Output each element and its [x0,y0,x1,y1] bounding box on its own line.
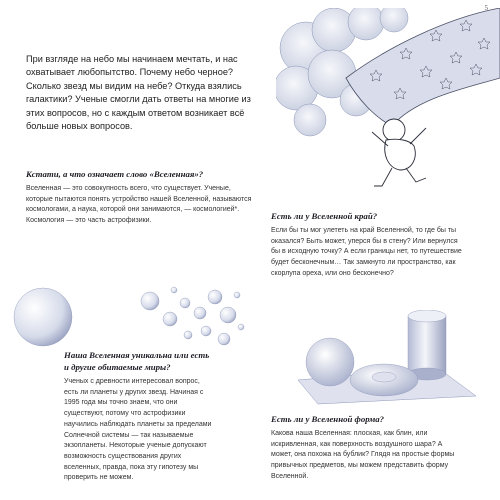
section-body: Вселенная — это совокупность всего, что существует. Ученые, которые пытаются понять устройство нашей Вселенной, называются космологами, а наука, которой они занимаются, — космологией*. Космология — это часть астрофизики. [26,185,252,225]
section-title: Есть ли у Вселенной форма? [271,414,385,424]
sphere-shape [306,338,354,386]
section-body: Если бы ты мог улететь на край Вселенной, то где бы ты оказался? Быть может, уперся бы в стену? Или вернулся бы в исходную точку? А если границы нет, то путешествие будет бесконечным… Так замкнуто ли пространство, как скорлупа ореха, или оно бесконечно? [271,227,462,277]
section-title: Есть ли у Вселенной край? [271,211,378,221]
intro-paragraph: При взгляде на небо мы начинаем мечтать, и нас охватывает любопытство. Почему небо черное? Сколько звезд мы видим на небе? Откуда взялись галактики? Ученые смогли дать ответы на многие из этих вопросов, но с каждым ответом возникает всё больше новых вопросов. [26,54,251,132]
section-title: Кстати, а что означает слово «Вселенная»? [26,169,204,179]
section-universe-shape [271,414,461,483]
section-body: Какова наша Вселенная: плоская, как блин, или искривленная, как поверхность воздушного шара? А может, она похожа на бублик? Глядя на простые формы привычных предметов, мы можем представить форму Вселенной. [271,430,455,480]
section-title: Наша Вселенная уникальна или есть и другие обитаемые миры? [64,350,210,372]
section-universe-edge [271,211,463,280]
sphere-group [14,287,244,346]
section-universe-definition [26,169,256,227]
section-other-worlds [64,350,214,484]
section-body: Ученых с древности интересовал вопрос, есть ли планеты у других звезд. Начиная с 1995 года мы точно знаем, что они существуют, потому что астрофизики научились наблюдать планеты за пределами Солнечной системы — так называемые экзопланеты. Некоторые ученые допускают возможность существования других вселенных, правда, пока эту гипотезу мы проверить не можем. [64,378,212,482]
torus-shape [350,364,418,396]
astronaut-figure [372,119,426,186]
spheres-illustration [10,285,250,360]
astronaut-illustration [276,8,500,196]
shapes-illustration [288,310,478,405]
cylinder-shape [408,310,446,380]
page-number: 5 [484,4,488,12]
